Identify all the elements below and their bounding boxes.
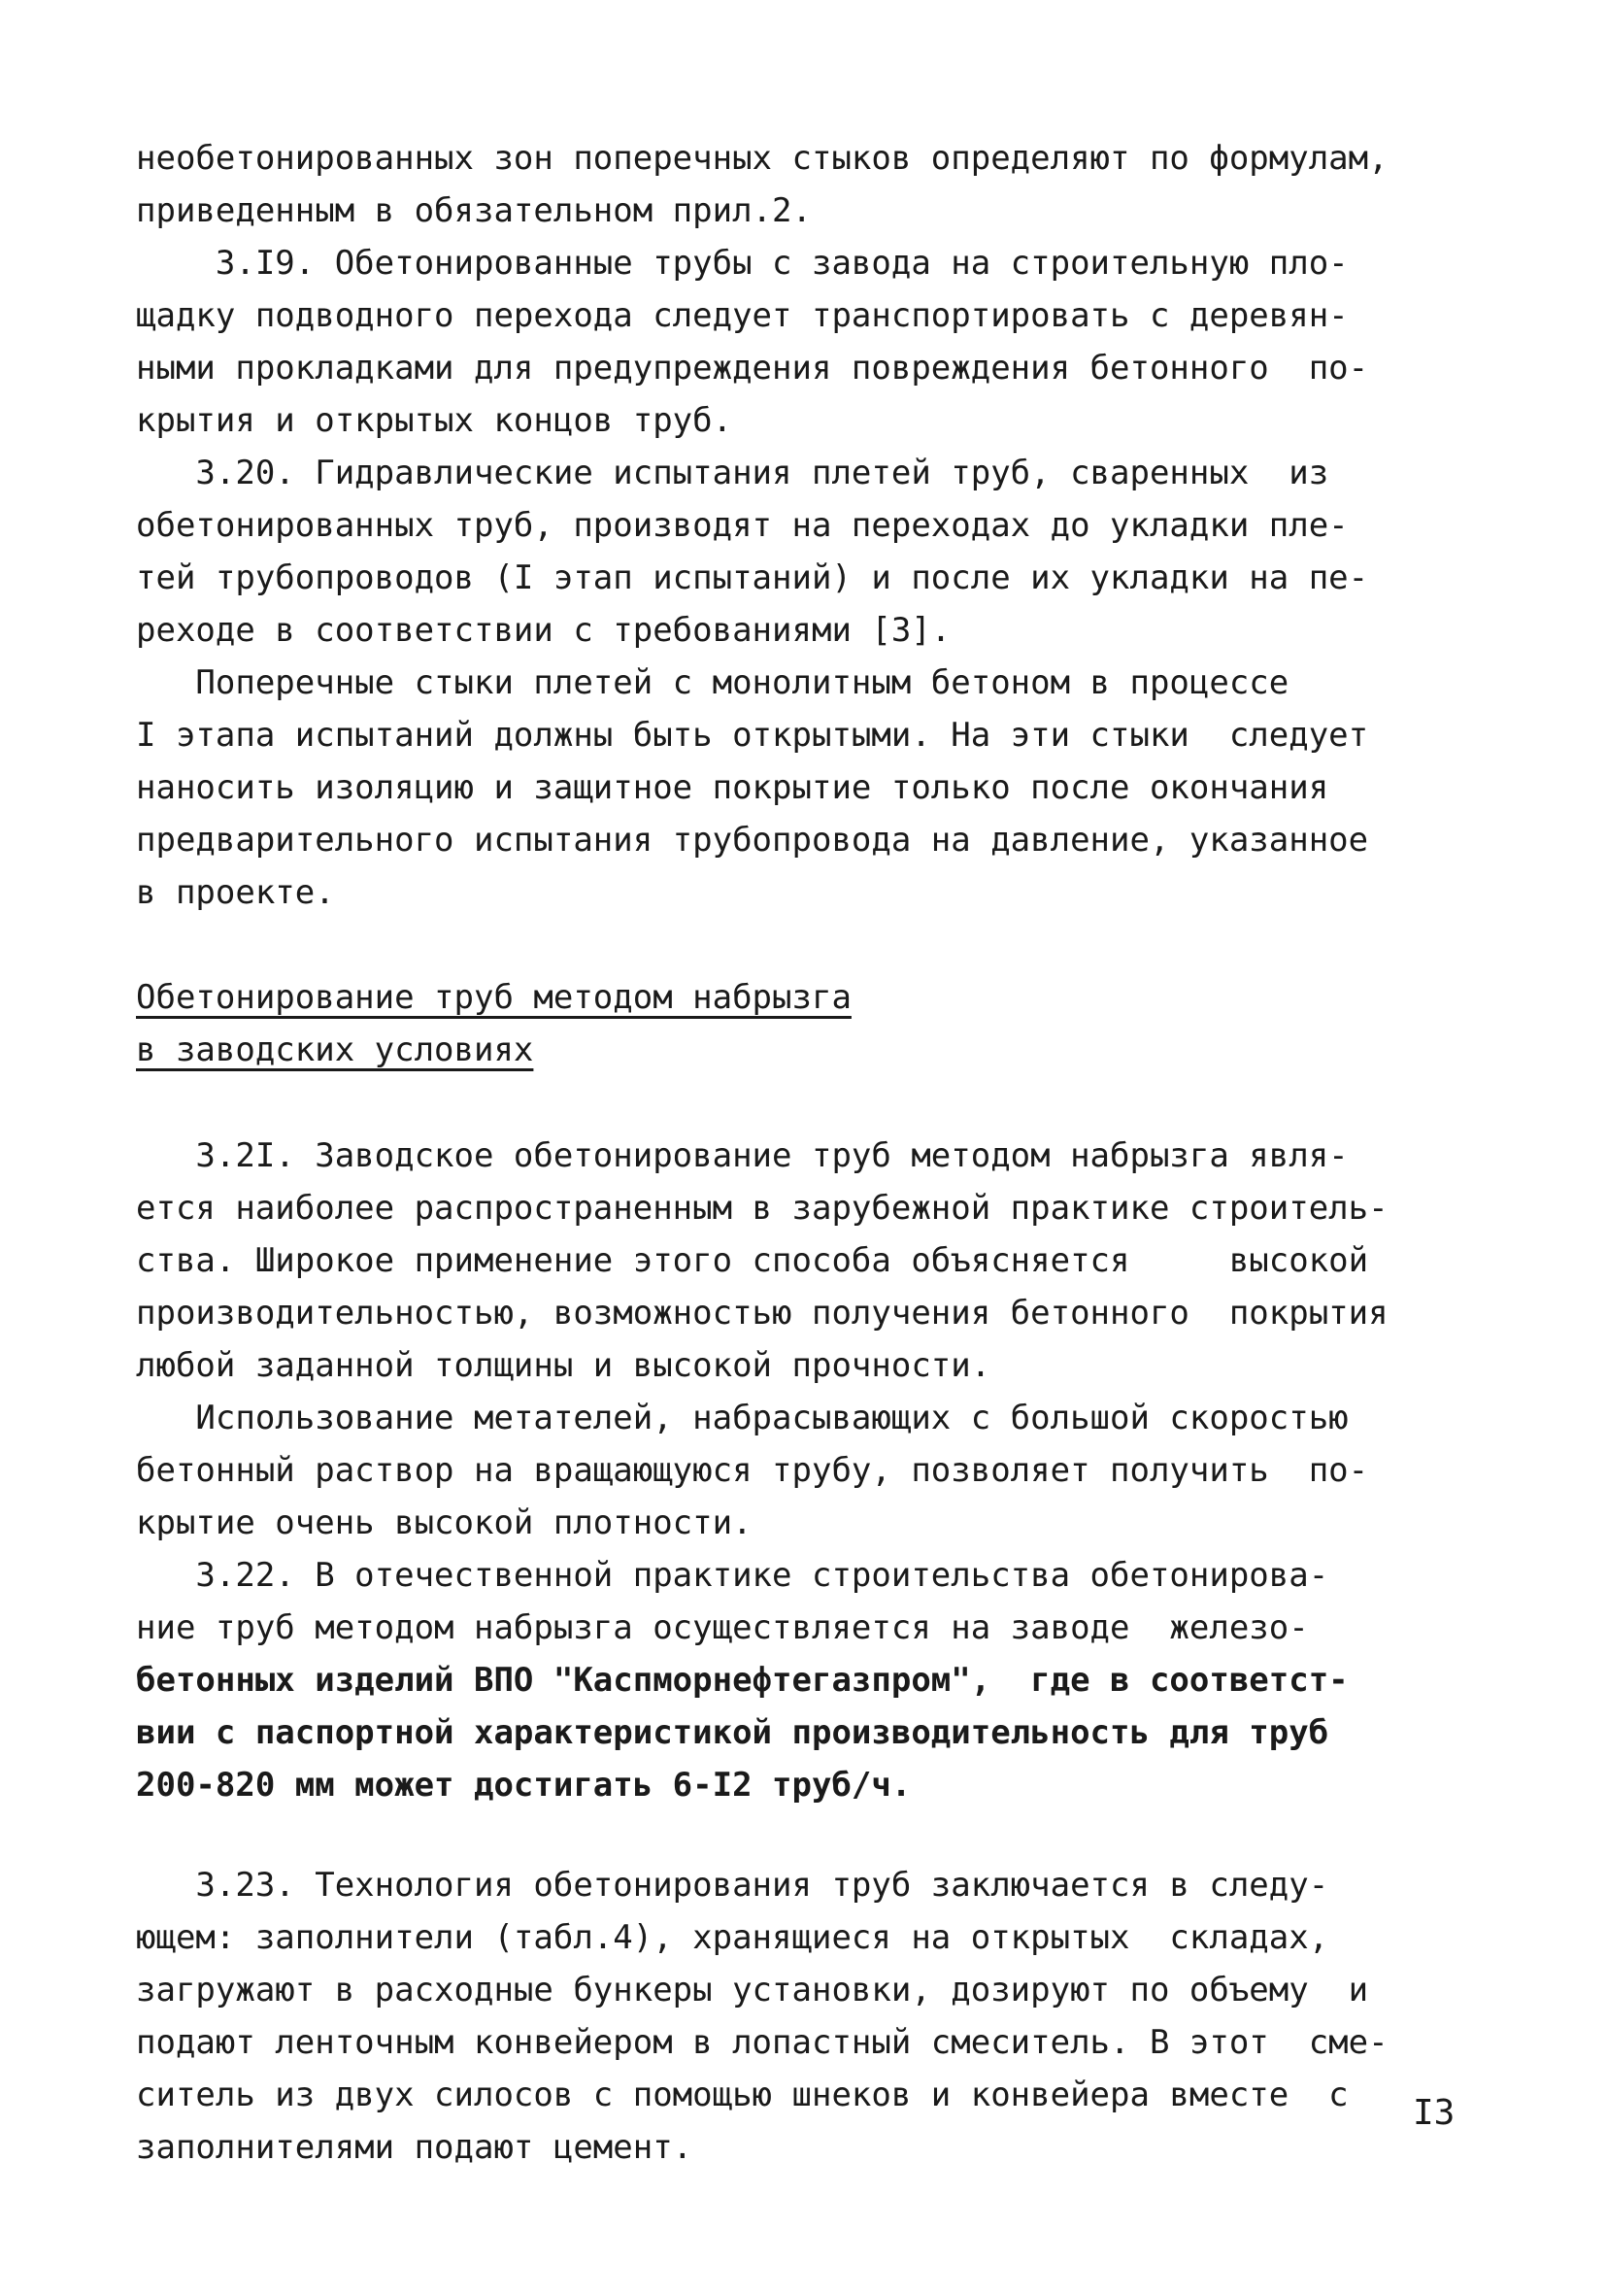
text-line: 3.I9. Обетонированные трубы с завода на строительную пло- — [136, 244, 1349, 283]
text-line: крытия и открытых концов труб. — [136, 401, 733, 440]
text-line: любой заданной толщины и высокой прочности. — [136, 1346, 991, 1385]
text-line: ющем: заполнители (табл.4), хранящиеся на открытых складах, — [136, 1918, 1329, 1957]
text-line: ситель из двух силосов с помощью шнеков и конвейера вместе с — [136, 2076, 1349, 2114]
text-line: крытие очень высокой плотности. — [136, 1503, 753, 1542]
text-line: ными прокладками для предупреждения повреждения бетонного по- — [136, 349, 1369, 388]
text-line: ется наиболее распространенным в зарубежной практике строитель- — [136, 1189, 1389, 1228]
text-line: бетонный раствор на вращающуюся трубу, позволяет получить по- — [136, 1451, 1369, 1490]
text-line: бетонных изделий ВПО "Каспморнефтегазпром", где в соответст- — [136, 1661, 1349, 1700]
bold-text-block — [136, 1654, 1486, 1811]
text-line: заполнителями подают цемент. — [136, 2128, 693, 2167]
text-line: 3.20. Гидравлические испытания плетей труб, сваренных из — [136, 454, 1329, 492]
text-block-4 — [136, 1859, 1486, 2174]
text-block-2 — [136, 1130, 1486, 1654]
text-line: реходе в соответствии с требованиями [3]. — [136, 611, 952, 650]
text-line: тей трубопроводов (I этап испытаний) и после их укладки на пе- — [136, 558, 1369, 597]
section-heading — [136, 971, 852, 1076]
page-number: I3 — [1413, 2093, 1456, 2133]
text-line: 3.2I. Заводское обетонирование труб методом набрызга явля- — [136, 1136, 1349, 1175]
text-line: загружают в расходные бункеры установки, дозируют по объему и — [136, 1971, 1369, 2009]
text-line: производительностью, возможностью получения бетонного покрытия — [136, 1294, 1389, 1333]
text-block-1 — [136, 132, 1486, 919]
text-line: щадку подводного перехода следует транспортировать с деревян- — [136, 296, 1349, 335]
text-line: в проекте. — [136, 873, 335, 912]
text-line: I этапа испытаний должны быть открытыми. На эти стыки следует — [136, 716, 1369, 755]
heading-line: в заводских условиях — [136, 1030, 534, 1069]
text-line: необетонированных зон поперечных стыков определяют по формулам, — [136, 139, 1389, 178]
text-line: 200-820 мм может достигать 6-I2 труб/ч. — [136, 1766, 912, 1805]
heading-line: Обетонирование труб методом набрызга — [136, 978, 852, 1017]
text-line: ства. Широкое применение этого способа объясняется высокой — [136, 1241, 1369, 1280]
text-line: обетонированных труб, производят на переходах до укладки пле- — [136, 506, 1349, 545]
text-line: ние труб методом набрызга осуществляется на заводе железо- — [136, 1608, 1309, 1647]
text-line: наносить изоляцию и защитное покрытие только после окончания — [136, 768, 1329, 807]
text-line: подают ленточным конвейером в лопастный смеситель. В этот сме- — [136, 2023, 1389, 2062]
text-line: вии с паспортной характеристикой производительность для труб — [136, 1713, 1329, 1752]
text-line: 3.23. Технология обетонирования труб заключается в следу- — [136, 1866, 1329, 1905]
text-line: приведенным в обязательном прил.2. — [136, 191, 812, 230]
text-line: Использование метателей, набрасывающих с большой скоростью — [136, 1399, 1349, 1437]
text-line: 3.22. В отечественной практике строительства обетонирова- — [136, 1556, 1329, 1595]
text-line: Поперечные стыки плетей с монолитным бетоном в процессе — [136, 663, 1289, 702]
text-line: предварительного испытания трубопровода на давление, указанное — [136, 821, 1369, 860]
